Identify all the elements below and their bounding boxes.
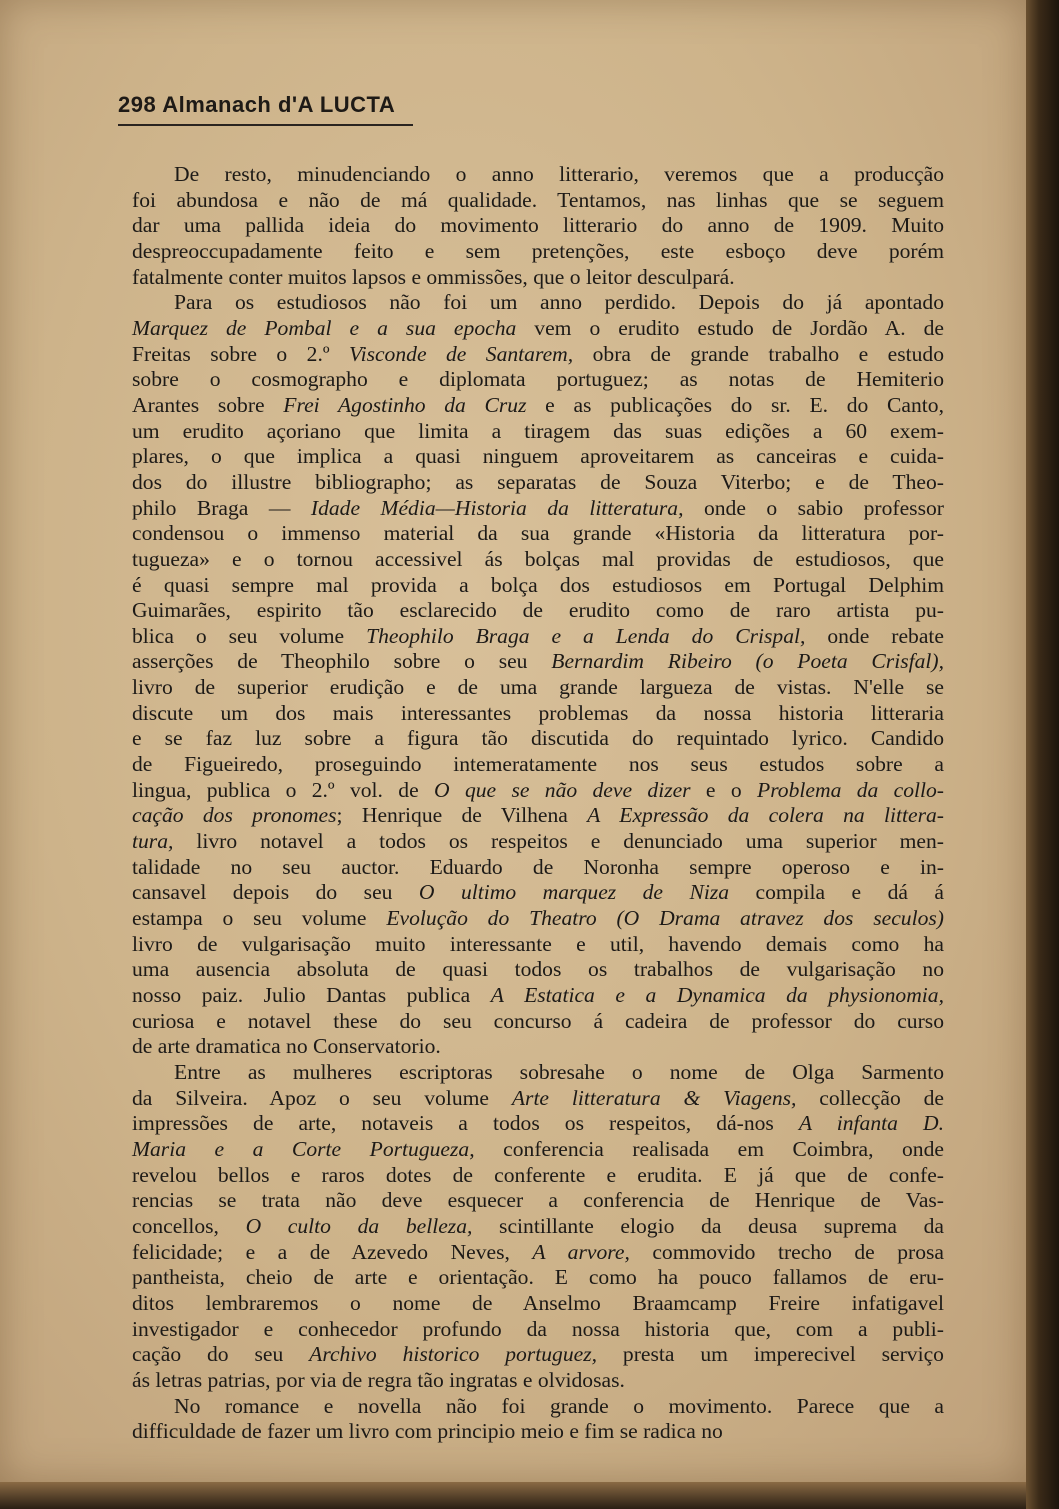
text-run: livro de vulgarisação muito interessante e util, havendo demais como ha (132, 931, 944, 956)
text-line (132, 701, 944, 727)
text-line (132, 932, 944, 958)
text-line (132, 1111, 944, 1137)
text-run: revelou bellos e raros dotes de conferente e erudita. E já que de confe- (132, 1162, 944, 1187)
text-line (132, 188, 944, 214)
text-run: e o (690, 777, 757, 802)
text-run: talidade no seu auctor. Eduardo de Noronha sempre operoso e in- (132, 854, 944, 879)
text-line (132, 1163, 944, 1189)
italic-title: O que se não deve dizer (434, 777, 691, 802)
text-run: Guimarães, espirito tão esclarecido de erudito como de raro artista pu- (132, 598, 944, 623)
italic-title: Evolução do Theatro (O Drama atravez dos seculos) (386, 906, 944, 931)
italic-title: Visconde de Santarem, (348, 341, 574, 366)
text-run: compila e dá á (729, 880, 945, 905)
text-run: livro notavel a todos os respeitos e denunciado uma superior men- (173, 829, 944, 854)
page-number: 298 (118, 92, 157, 117)
italic-title: Marquez de Pombal e a sua epocha (132, 315, 517, 340)
paragraph (132, 290, 944, 1060)
text-line (132, 624, 944, 650)
text-run: onde rebate (805, 623, 944, 648)
text-line (132, 829, 944, 855)
text-run: investigador e conhecedor profundo da nossa historia que, com a publi- (132, 1316, 944, 1341)
italic-title: cação dos pronomes (132, 803, 337, 828)
italic-title: tura, (132, 829, 174, 854)
text-run: de Figueiredo, proseguindo intemeratamente nos seus estudos sobre a (132, 752, 944, 777)
text-run: conferencia realisada em Coimbra, onde (474, 1136, 944, 1161)
text-line (132, 367, 944, 393)
text-line (132, 573, 944, 599)
text-line (132, 1240, 944, 1266)
text-run: philo Braga — (132, 495, 311, 520)
text-line (132, 649, 944, 675)
italic-title: Bernardim Ribeiro (o Poeta Crisfal), (551, 649, 945, 674)
text-line (132, 726, 944, 752)
text-run: dar uma pallida ideia do movimento litterario do anno de 1909. Muito (132, 213, 944, 238)
text-run: da Silveira. Apoz o seu volume (132, 1085, 512, 1110)
text-run: ás letras patrias, por via de regra tão ingratas e olvidosas. (132, 1367, 625, 1392)
text-line (132, 1009, 944, 1035)
text-run: difficuldade de fazer um livro com principio meio e fim se radica no (132, 1419, 723, 1444)
italic-title: A Estatica e a Dynamica da physionomia, (490, 983, 944, 1007)
text-run: nosso paiz. Julio Dantas publica (132, 983, 491, 1007)
text-run: No romance e novella não foi grande o movimento. Parece que a (174, 1393, 944, 1418)
running-header (118, 92, 395, 118)
text-line (132, 444, 944, 470)
page-bottom-edge (0, 1482, 1026, 1509)
paragraph (132, 1060, 944, 1394)
text-line (132, 1060, 944, 1086)
text-run: Arantes sobre (132, 392, 284, 417)
text-line (132, 983, 944, 1009)
italic-title: O culto da belleza, (245, 1213, 473, 1238)
text-run: blica o seu volume (132, 623, 367, 648)
text-run: estampa o seu volume (132, 906, 387, 931)
text-run: obra de grande trabalho e estudo (573, 341, 944, 366)
text-line (132, 342, 944, 368)
text-line (132, 162, 944, 188)
text-line (132, 855, 944, 881)
text-line (132, 290, 944, 316)
text-run: livro de superior erudição e de uma grande largueza de vistas. N'elle se (132, 675, 944, 700)
text-line (132, 1342, 944, 1368)
text-run: Entre as mulheres escriptoras sobresahe o nome de Olga Sarmento (174, 1059, 944, 1084)
page-edge (1026, 0, 1059, 1509)
text-run: dos do illustre bibliographo; as separatas de Souza Viterbo; e de Theo- (132, 469, 944, 494)
text-line (132, 547, 944, 573)
italic-title: Theophilo Braga e a Lenda do Crispal, (366, 623, 806, 648)
text-run: impressões de arte, notaveis a todos os respeitos, dá-nos (132, 1111, 799, 1136)
text-line (132, 496, 944, 522)
italic-title: Arte litteratura & Viagens, (511, 1085, 797, 1110)
text-line (132, 419, 944, 445)
italic-title: Maria e a Corte Portugueza, (132, 1136, 475, 1161)
text-line (132, 1419, 944, 1445)
text-run: condensou o immenso material da sua grande «Historia da litteratura por- (132, 521, 944, 546)
italic-title: O ultimo marquez de Niza (418, 880, 730, 905)
text-line (132, 239, 944, 265)
text-line (132, 470, 944, 496)
italic-title: A infanta D. (798, 1111, 945, 1136)
text-run: onde o sabio professor (683, 495, 944, 520)
text-run: Para os estudiosos não foi um anno perdido. Depois do já apontado (174, 290, 944, 315)
text-line (132, 803, 944, 829)
text-run: rencias se trata não deve esquecer a conferencia de Henrique de Vas- (132, 1188, 944, 1213)
text-line (132, 213, 944, 239)
text-line (132, 598, 944, 624)
text-line (132, 1086, 944, 1112)
text-run: fatalmente conter muitos lapsos e ommissões, que o leitor desculpará. (132, 264, 735, 289)
text-run: sobre o cosmographo e diplomata portuguez; as notas de Hemiterio (132, 367, 944, 392)
italic-title: Frei Agostinho da Cruz (283, 392, 527, 417)
text-line (132, 1137, 944, 1163)
text-line (132, 1291, 944, 1317)
text-run: plares, o que implica a quasi ninguem aproveitarem as canceiras e cuida- (132, 444, 944, 469)
text-run: pantheista, cheio de arte e orientação. E como ha pouco fallamos de eru- (132, 1265, 944, 1290)
text-run: commovido trecho de prosa (629, 1239, 944, 1264)
text-run: e as publicações do sr. E. do Canto, (526, 392, 944, 417)
text-line (132, 778, 944, 804)
text-line (132, 880, 944, 906)
text-line (132, 1034, 944, 1060)
text-line (132, 752, 944, 778)
text-line (132, 1265, 944, 1291)
text-run: cansavel depois do seu (132, 880, 419, 905)
body-text (132, 162, 944, 1445)
text-run: scintillante elogio da deusa suprema da (472, 1213, 944, 1238)
text-run: uma ausencia absoluta de quasi todos os trabalhos de vulgarisação no (132, 957, 944, 982)
text-run: lingua, publica o 2.º vol. de (132, 777, 435, 802)
text-run: é quasi sempre mal provida a bolça dos estudiosos em Portugal Delphim (132, 572, 944, 597)
text-line (132, 393, 944, 419)
text-line (132, 265, 944, 291)
text-line (132, 1394, 944, 1420)
text-run: presta um imperecivel serviço (597, 1342, 944, 1367)
italic-title: Archivo historico portuguez, (309, 1342, 598, 1367)
text-run: um erudito açoriano que limita a tiragem das suas edições a 60 exem- (132, 418, 944, 443)
text-run: despreoccupadamente feito e sem pretenções, este esboço deve porém (132, 238, 944, 263)
italic-title: Problema da collo- (757, 777, 944, 802)
text-line (132, 316, 944, 342)
italic-title: A arvore, (532, 1239, 630, 1264)
text-run: foi abundosa e não de má qualidade. Tentamos, nas linhas que se seguem (132, 187, 944, 212)
italic-title: A Expressão da colera na littera- (587, 803, 944, 828)
text-run: felicidade; e a de Azevedo Neves, (132, 1239, 533, 1264)
text-run: de arte dramatica no Conservatorio. (132, 1034, 441, 1059)
text-line (132, 521, 944, 547)
text-run: curiosa e notavel these do seu concurso á cadeira de professor do curso (132, 1008, 944, 1033)
italic-title: Idade Média—Historia da litteratura, (310, 495, 684, 520)
text-run: discute um dos mais interessantes problemas da nossa historia litteraria (132, 700, 944, 725)
text-run: ; Henrique de Vilhena (336, 803, 588, 828)
text-line (132, 1214, 944, 1240)
header-rule (118, 124, 413, 126)
text-run: collecção de (796, 1085, 945, 1110)
text-line (132, 1368, 944, 1394)
text-line (132, 957, 944, 983)
text-run: vem o erudito estudo de Jordão A. de (516, 315, 944, 340)
text-line (132, 906, 944, 932)
paragraph (132, 1394, 944, 1445)
text-run: tugueza» e o tornou accessivel ás bolças mal providas de estudiosos, que (132, 546, 944, 571)
text-run: asserções de Theophilo sobre o seu (132, 649, 552, 674)
paragraph (132, 162, 944, 290)
text-line (132, 675, 944, 701)
text-line (132, 1317, 944, 1343)
text-run: concellos, (132, 1213, 246, 1238)
text-run: Freitas sobre o 2.º (132, 341, 349, 366)
running-title: Almanach d'A LUCTA (162, 92, 396, 117)
text-run: ditos lembraremos o nome de Anselmo Braamcamp Freire infatigavel (132, 1290, 944, 1315)
text-line (132, 1188, 944, 1214)
text-run: cação do seu (132, 1342, 310, 1367)
text-run: De resto, minudenciando o anno litterario, veremos que a producção (174, 162, 944, 186)
text-run: e se faz luz sobre a figura tão discutida do requintado lyrico. Candido (132, 726, 944, 751)
